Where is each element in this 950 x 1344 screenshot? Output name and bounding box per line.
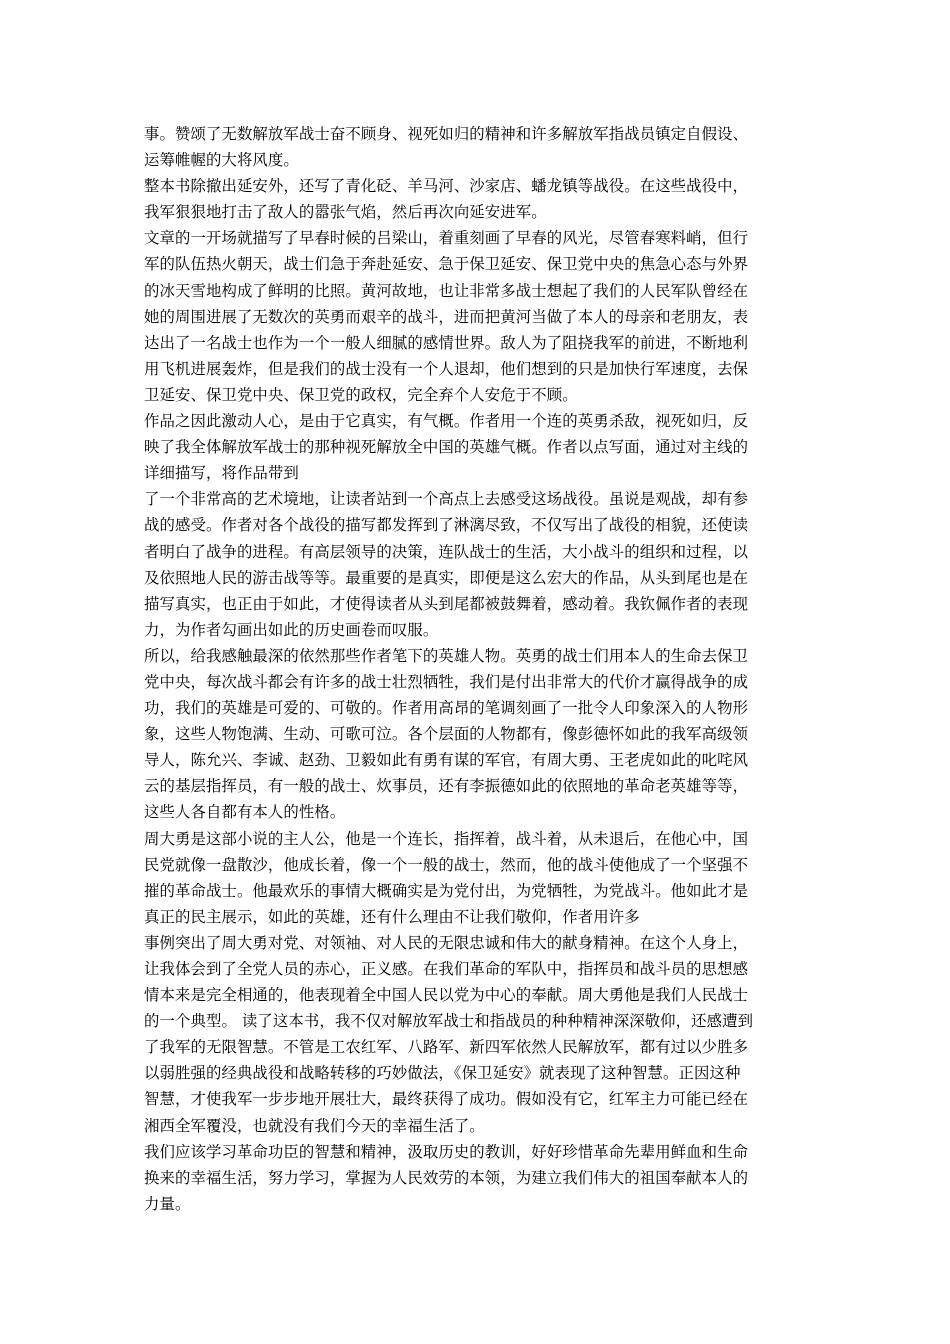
text-line: 作品之因此激动人心，是由于它真实，有气概。作者用一个连的英勇杀敌，视死如归，反 bbox=[144, 412, 749, 431]
text-line: 整本书除撤出延安外，还写了青化砭、羊马河、沙家店、蟠龙镇等战役。在这些战役中， bbox=[144, 177, 749, 196]
text-line: 映了我全体解放军战士的那种视死解放全中国的英雄气概。作者以点写面，通过对主线的 bbox=[144, 438, 749, 457]
text-line: 事例突出了周大勇对党、对领袖、对人民的无限忠诚和伟大的献身精神。在这个人身上， bbox=[144, 933, 749, 952]
text-line: 让我体会到了全党人员的赤心，正义感。在我们革命的军队中，指挥员和战斗员的思想感 bbox=[144, 960, 749, 978]
text-line: 详细描写，将作品带到 bbox=[144, 464, 299, 483]
text-line: 描写真实，也正由于如此，才使得读者从头到尾都被鼓舞着，感动着。我钦佩作者的表现 bbox=[144, 594, 749, 613]
text-line: 的一个典型。 读了这本书，我不仅对解放军战士和指战员的种种精神深深敬仰，还感遭到 bbox=[144, 1012, 754, 1031]
text-line: 事。赞颂了无数解放军战士奋不顾身、视死如归的精神和许多解放军指战员镇定自假设、 bbox=[144, 125, 749, 143]
text-line: 我们应该学习革命功臣的智慧和精神，汲取历史的教训，好好珍惜革命先辈用鲜血和生命 bbox=[144, 1142, 749, 1161]
text-line: 力量。 bbox=[144, 1194, 191, 1213]
text-line: 真正的民主展示，如此的英雄，还有什么理由不让我们敬仰，作者用许多 bbox=[144, 907, 640, 926]
text-line: 湘西全军覆没，也就没有我们今天的幸福生活了。 bbox=[144, 1116, 485, 1135]
text-line: 及依照地人民的游击战等等。最重要的是真实，即便是这么宏大的作品，从头到尾也是在 bbox=[144, 568, 749, 587]
text-line: 情本来是完全相通的，他表现着全中国人民以党为中心的奉献。周大勇他是我们人民战士 bbox=[144, 986, 749, 1005]
text-line: 了一个非常高的艺术境地，让读者站到一个高点上去感受这场战役。虽说是观战，却有参 bbox=[144, 490, 749, 509]
text-line: 周大勇是这部小说的主人公，他是一个连长，指挥着，战斗着，从未退后，在他心中，国 bbox=[144, 829, 749, 848]
text-line: 所以，给我感触最深的依然那些作者笔下的英雄人物。英勇的战士们用本人的生命去保卫 bbox=[144, 646, 749, 665]
text-line: 力，为作者勾画出如此的历史画卷而叹服。 bbox=[144, 620, 439, 639]
text-line: 运筹帷幄的大将风度。 bbox=[144, 151, 299, 170]
text-line: 云的基层指挥员，有一般的战士、炊事员，还有李振德如此的依照地的革命老英雄等等， bbox=[144, 777, 749, 796]
text-line: 功，我们的英雄是可爱的、可敬的。作者用高昂的笔调刻画了一批令人印象深入的人物形 bbox=[144, 699, 749, 718]
text-line: 象，这些人物饱满、生动、可歌可泣。各个层面的人物都有，像彭德怀如此的我军高级领 bbox=[144, 725, 749, 744]
document-body bbox=[144, 121, 809, 1217]
text-line: 的冰天雪地构成了鲜明的比照。黄河故地，也让非常多战士想起了我们的人民军队曾经在 bbox=[144, 281, 749, 300]
text-line: 以弱胜强的经典战役和战略转移的巧妙做法，《保卫延安》就表现了这种智慧。正因这种 bbox=[144, 1064, 741, 1083]
text-line: 换来的幸福生活，努力学习，掌握为人民效劳的本领，为建立我们伟大的祖国奉献本人的 bbox=[144, 1168, 749, 1187]
text-line: 军的队伍热火朝天，战士们急于奔赴延安、急于保卫延安、保卫党中央的焦急心态与外界 bbox=[144, 255, 749, 274]
text-line: 导人，陈允兴、李诚、赵劲、卫毅如此有勇有谋的军官，有周大勇、王老虎如此的叱咤风 bbox=[144, 751, 749, 770]
text-line: 战的感受。作者对各个战役的描写都发挥到了淋漓尽致，不仅写出了战役的相貌，还使读 bbox=[144, 516, 749, 535]
text-line: 摧的革命战士。他最欢乐的事情大概确实是为党付出，为党牺牲，为党战斗。他如此才是 bbox=[144, 881, 749, 900]
text-line: 她的周围进展了无数次的英勇而艰辛的战斗，进而把黄河当做了本人的母亲和老朋友，表 bbox=[144, 307, 749, 326]
text-line: 达出了一名战士也作为一个一般人细腻的感情世界。敌人为了阻挠我军的前进，不断地利 bbox=[144, 333, 749, 352]
text-line: 用飞机进展轰炸，但是我们的战士没有一个人退却，他们想到的只是加快行军速度，去保 bbox=[144, 359, 749, 378]
text-line: 我军狠狠地打击了敌人的嚣张气焰，然后再次向延安进军。 bbox=[144, 203, 547, 222]
text-line: 党中央，每次战斗都会有许多的战士壮烈牺牲，我们是付出非常大的代价才赢得战争的成 bbox=[144, 672, 749, 691]
text-line: 者明白了战争的进程。有高层领导的决策，连队战士的生活，大小战斗的组织和过程，以 bbox=[144, 542, 749, 561]
text-line: 智慧，才使我军一步步地开展壮大，最终获得了成功。假如没有它，红军主力可能已经在 bbox=[144, 1090, 749, 1109]
text-line: 了我军的无限智慧。不管是工农红军、八路军、新四军依然人民解放军，都有过以少胜多 bbox=[144, 1038, 749, 1057]
text-line: 文章的一开场就描写了早春时候的吕梁山，着重刻画了早春的风光，尽管春寒料峭，但行 bbox=[144, 229, 749, 248]
text-line: 卫延安、保卫党中央、保卫党的政权，完全弃个人安危于不顾。 bbox=[144, 385, 578, 404]
text-line: 这些人各自都有本人的性格。 bbox=[144, 803, 346, 822]
text-line: 民党就像一盘散沙，他成长着，像一个一般的战士，然而，他的战斗使他成了一个坚强不 bbox=[144, 855, 749, 874]
